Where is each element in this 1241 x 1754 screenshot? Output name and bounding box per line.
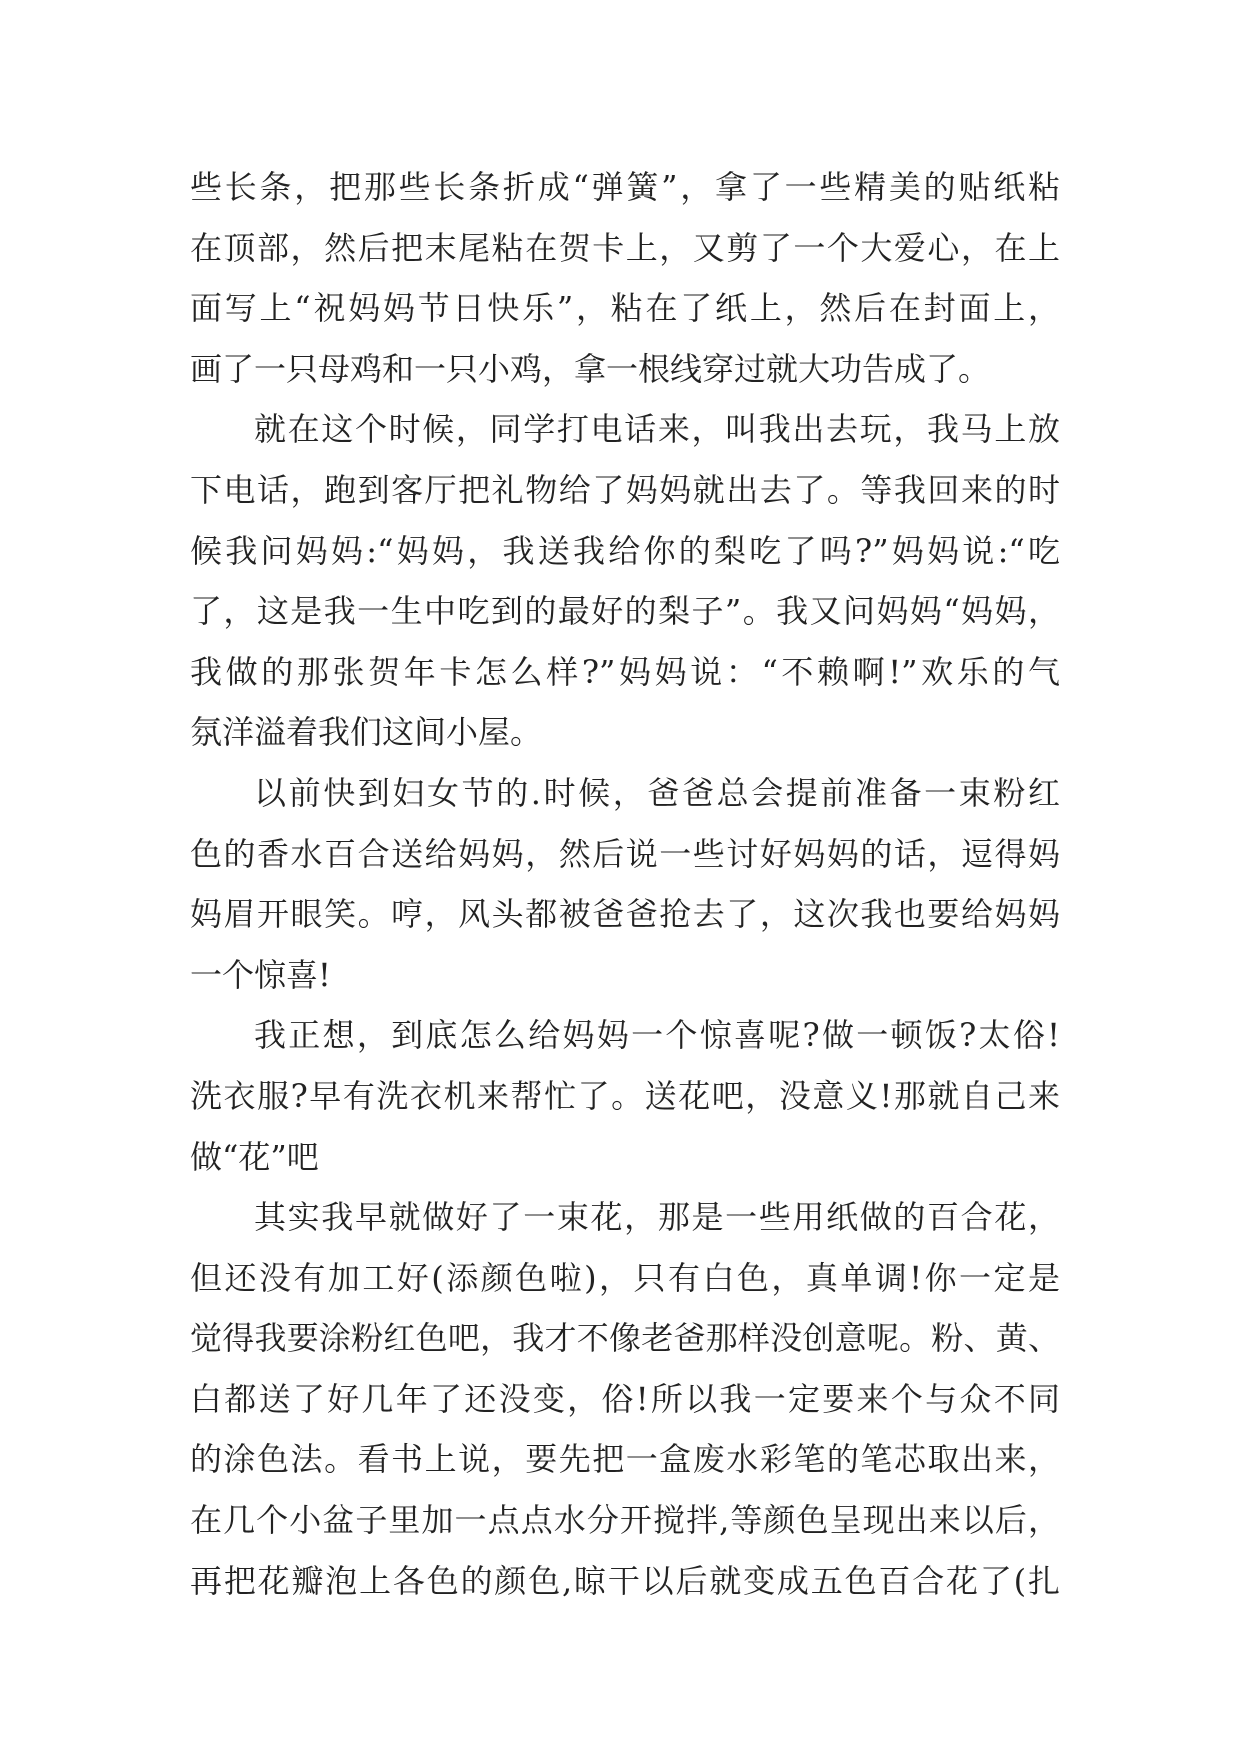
text-line: 妈眉开眼笑。哼，风头都被爸爸抢去了，这次我也要给妈妈	[190, 895, 1060, 934]
text-line: 画了一只母鸡和一只小鸡，拿一根线穿过就大功告成了。	[190, 349, 991, 388]
paragraph-first-line: 就在这个时候，同学打电话来，叫我出去玩，我马上放	[254, 410, 1060, 449]
text-line: 在顶部，然后把末尾粘在贺卡上，又剪了一个大爱心，在上	[190, 228, 1060, 267]
text-line: 些长条，把那些长条折成“弹簧”，拿了一些精美的贴纸粘	[190, 168, 1060, 206]
text-line: 面写上“祝妈妈节日快乐”，粘在了纸上，然后在封面上，	[190, 289, 1060, 328]
text-line: 一个惊喜!	[190, 955, 331, 994]
text-line: 再把花瓣泡上各色的颜色,晾干以后就变成五色百合花了(扎	[190, 1561, 1060, 1600]
text-line: 但还没有加工好(添颜色啦)，只有白色，真单调!你一定是	[190, 1258, 1060, 1297]
text-line: 洗衣服?早有洗衣机来帮忙了。送花吧，没意义!那就自己来	[190, 1076, 1060, 1115]
text-line: 觉得我要涂粉红色吧，我才不像老爸那样没创意呢。粉、黄、	[190, 1319, 1060, 1358]
text-line: 氛洋溢着我们这间小屋。	[190, 713, 543, 752]
text-line: 色的香水百合送给妈妈，然后说一些讨好妈妈的话，逗得妈	[190, 834, 1060, 873]
text-line: 候我问妈妈:“妈妈，我送我给你的梨吃了吗?”妈妈说:“吃	[190, 531, 1060, 570]
text-line: 了，这是我一生中吃到的最好的梨子”。我又问妈妈“妈妈，	[190, 592, 1060, 631]
text-line: 的涂色法。看书上说，要先把一盒废水彩笔的笔芯取出来，	[190, 1440, 1060, 1479]
text-line: 做“花”吧	[190, 1137, 319, 1176]
text-line: 在几个小盆子里加一点点水分开搅拌,等颜色呈现出来以后，	[190, 1501, 1060, 1540]
text-line: 下电话，跑到客厅把礼物给了妈妈就出去了。等我回来的时	[190, 470, 1060, 509]
paragraph-first-line: 以前快到妇女节的.时候，爸爸总会提前准备一束粉红	[254, 773, 1060, 812]
paragraph-first-line: 其实我早就做好了一束花，那是一些用纸做的百合花，	[254, 1198, 1060, 1237]
paragraph-first-line: 我正想，到底怎么给妈妈一个惊喜呢?做一顿饭?太俗!	[254, 1016, 1060, 1055]
text-line: 白都送了好几年了还没变，俗!所以我一定要来个与众不同	[190, 1379, 1060, 1418]
body-text	[190, 157, 1060, 1611]
text-line: 我做的那张贺年卡怎么样?”妈妈说：“不赖啊!”欢乐的气	[190, 652, 1060, 691]
